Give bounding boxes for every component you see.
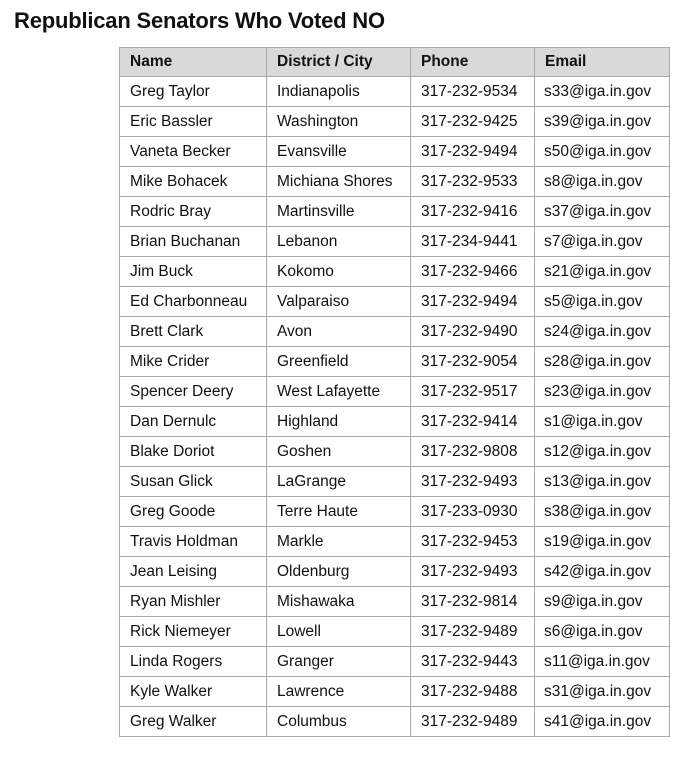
cell-name: Rodric Bray <box>120 197 267 227</box>
table-row <box>120 677 670 707</box>
table-row <box>120 377 670 407</box>
table-row <box>120 467 670 497</box>
cell-name: Jim Buck <box>120 257 267 287</box>
table-row <box>120 227 670 257</box>
cell-email: s31@iga.in.gov <box>535 677 670 707</box>
cell-name: Vaneta Becker <box>120 137 267 167</box>
cell-name: Kyle Walker <box>120 677 267 707</box>
cell-phone: 317-232-9054 <box>411 347 535 377</box>
cell-name: Travis Holdman <box>120 527 267 557</box>
cell-phone: 317-232-9443 <box>411 647 535 677</box>
cell-email: s5@iga.in.gov <box>535 287 670 317</box>
cell-city: Oldenburg <box>267 557 411 587</box>
cell-city: Lawrence <box>267 677 411 707</box>
cell-phone: 317-232-9494 <box>411 287 535 317</box>
table-row <box>120 257 670 287</box>
cell-email: s33@iga.in.gov <box>535 77 670 107</box>
cell-email: s41@iga.in.gov <box>535 707 670 737</box>
cell-phone: 317-232-9493 <box>411 467 535 497</box>
cell-name: Brett Clark <box>120 317 267 347</box>
cell-phone: 317-232-9453 <box>411 527 535 557</box>
cell-email: s38@iga.in.gov <box>535 497 670 527</box>
cell-phone: 317-232-9534 <box>411 77 535 107</box>
table-row <box>120 617 670 647</box>
header-row <box>120 48 670 77</box>
cell-email: s21@iga.in.gov <box>535 257 670 287</box>
cell-city: Valparaiso <box>267 287 411 317</box>
cell-email: s50@iga.in.gov <box>535 137 670 167</box>
cell-city: LaGrange <box>267 467 411 497</box>
table-row <box>120 167 670 197</box>
table-row <box>120 107 670 137</box>
cell-phone: 317-232-9425 <box>411 107 535 137</box>
cell-city: Greenfield <box>267 347 411 377</box>
cell-email: s28@iga.in.gov <box>535 347 670 377</box>
table-body <box>120 77 670 737</box>
table-row <box>120 527 670 557</box>
cell-email: s9@iga.in.gov <box>535 587 670 617</box>
cell-phone: 317-232-9814 <box>411 587 535 617</box>
cell-city: Granger <box>267 647 411 677</box>
cell-phone: 317-232-9808 <box>411 437 535 467</box>
cell-name: Ed Charbonneau <box>120 287 267 317</box>
cell-email: s7@iga.in.gov <box>535 227 670 257</box>
senators-table <box>119 47 670 737</box>
table-row <box>120 347 670 377</box>
cell-name: Blake Doriot <box>120 437 267 467</box>
cell-city: Lebanon <box>267 227 411 257</box>
cell-email: s23@iga.in.gov <box>535 377 670 407</box>
cell-city: West Lafayette <box>267 377 411 407</box>
cell-name: Spencer Deery <box>120 377 267 407</box>
cell-city: Terre Haute <box>267 497 411 527</box>
cell-city: Markle <box>267 527 411 557</box>
table-row <box>120 407 670 437</box>
cell-phone: 317-233-0930 <box>411 497 535 527</box>
cell-name: Rick Niemeyer <box>120 617 267 647</box>
cell-city: Avon <box>267 317 411 347</box>
table-row <box>120 287 670 317</box>
cell-email: s37@iga.in.gov <box>535 197 670 227</box>
cell-phone: 317-232-9489 <box>411 707 535 737</box>
table-row <box>120 707 670 737</box>
cell-city: Martinsville <box>267 197 411 227</box>
column-header-email: Email <box>535 48 670 77</box>
cell-city: Highland <box>267 407 411 437</box>
cell-phone: 317-232-9488 <box>411 677 535 707</box>
cell-city: Columbus <box>267 707 411 737</box>
column-header-city: District / City <box>267 48 411 77</box>
cell-email: s12@iga.in.gov <box>535 437 670 467</box>
column-header-name: Name <box>120 48 267 77</box>
cell-name: Greg Walker <box>120 707 267 737</box>
cell-name: Ryan Mishler <box>120 587 267 617</box>
table-header <box>120 48 670 77</box>
cell-name: Greg Goode <box>120 497 267 527</box>
cell-city: Kokomo <box>267 257 411 287</box>
table-row <box>120 137 670 167</box>
cell-email: s39@iga.in.gov <box>535 107 670 137</box>
table-row <box>120 647 670 677</box>
page-title: Republican Senators Who Voted NO <box>14 8 385 33</box>
table-row <box>120 497 670 527</box>
table-row <box>120 587 670 617</box>
cell-name: Jean Leising <box>120 557 267 587</box>
cell-phone: 317-232-9517 <box>411 377 535 407</box>
cell-city: Washington <box>267 107 411 137</box>
cell-phone: 317-232-9414 <box>411 407 535 437</box>
cell-name: Eric Bassler <box>120 107 267 137</box>
table-row <box>120 197 670 227</box>
cell-email: s6@iga.in.gov <box>535 617 670 647</box>
cell-phone: 317-232-9466 <box>411 257 535 287</box>
table-row <box>120 557 670 587</box>
cell-phone: 317-232-9489 <box>411 617 535 647</box>
column-header-phone: Phone <box>411 48 535 77</box>
cell-name: Mike Crider <box>120 347 267 377</box>
cell-email: s11@iga.in.gov <box>535 647 670 677</box>
cell-phone: 317-232-9493 <box>411 557 535 587</box>
cell-name: Linda Rogers <box>120 647 267 677</box>
cell-name: Susan Glick <box>120 467 267 497</box>
cell-name: Brian Buchanan <box>120 227 267 257</box>
table-row <box>120 437 670 467</box>
cell-city: Evansville <box>267 137 411 167</box>
cell-email: s1@iga.in.gov <box>535 407 670 437</box>
cell-city: Michiana Shores <box>267 167 411 197</box>
cell-phone: 317-232-9416 <box>411 197 535 227</box>
cell-email: s19@iga.in.gov <box>535 527 670 557</box>
table-row <box>120 317 670 347</box>
table-row <box>120 77 670 107</box>
cell-phone: 317-232-9494 <box>411 137 535 167</box>
cell-email: s24@iga.in.gov <box>535 317 670 347</box>
cell-phone: 317-232-9490 <box>411 317 535 347</box>
cell-email: s13@iga.in.gov <box>535 467 670 497</box>
cell-name: Dan Dernulc <box>120 407 267 437</box>
cell-city: Mishawaka <box>267 587 411 617</box>
cell-city: Lowell <box>267 617 411 647</box>
cell-email: s42@iga.in.gov <box>535 557 670 587</box>
cell-city: Indianapolis <box>267 77 411 107</box>
cell-phone: 317-232-9533 <box>411 167 535 197</box>
cell-name: Greg Taylor <box>120 77 267 107</box>
cell-name: Mike Bohacek <box>120 167 267 197</box>
cell-phone: 317-234-9441 <box>411 227 535 257</box>
cell-email: s8@iga.in.gov <box>535 167 670 197</box>
cell-city: Goshen <box>267 437 411 467</box>
